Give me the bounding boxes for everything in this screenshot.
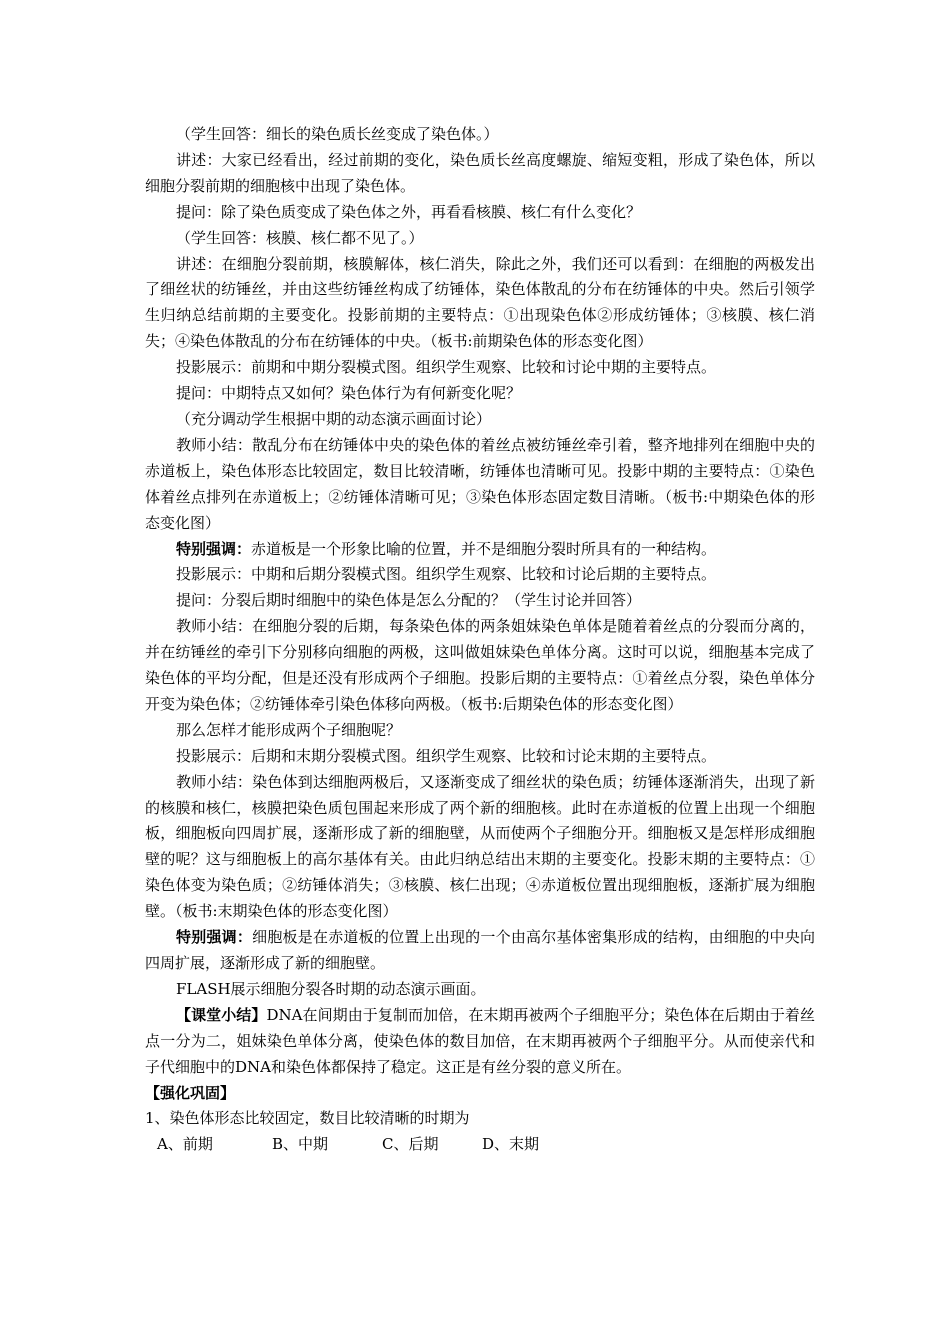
student-answer-paragraph: （学生回答：细长的染色质长丝变成了染色体。） — [176, 125, 499, 143]
discussion-paragraph: （充分调动学生根据中期的动态演示画面讨论） — [176, 409, 492, 428]
teacher-summary-paragraph: 教师小结：染色体到达细胞两极后，又逐渐变成了细丝状的染色质；纺锤体逐渐消失，出现了新的核膜和核仁，核膜把染色质包围起来形成了两个新的细胞核。此时在赤道板的位置上出现一个细胞板，细胞板向四周扩展，逐渐形成了新的细胞壁，从而使两个子细胞分开。细胞板又是怎样形成细胞壁的呢？这与细胞板上的高尔基体有关。由此归纳总结出末期的主要变化。投影末期的主要特点：①染色体变为染色质；②纺锤体消失；③核膜、核仁出现；④赤道板位置出现细胞板，逐渐扩展为细胞壁。（板书:末期染色体的形态变化图） — [145, 772, 815, 921]
question-stem: 1、染色体形态比较固定，数目比较清晰的时期为 — [145, 1109, 470, 1128]
section-heading: 【强化巩固】 — [145, 1083, 236, 1102]
projection-paragraph: 投影展示：前期和中期分裂模式图。组织学生观察、比较和讨论中期的主要特点。 — [176, 358, 717, 377]
projection-paragraph: 投影展示：后期和末期分裂模式图。组织学生观察、比较和讨论末期的主要特点。 — [176, 746, 717, 765]
question-paragraph: 那么怎样才能形成两个子细胞呢？ — [176, 720, 402, 739]
class-summary-text: DNA在间期由于复制而加倍，在末期再被两个子细胞平分；染色体在后期由于着丝点一分为二，姐妹染色单体分离，使染色体的数目加倍，在末期再被两个子细胞平分。从而使亲代和子代细胞中的DNA和染色体都保持了稳定。这正是有丝分裂的意义所在。 — [145, 1005, 815, 1076]
question-paragraph: 提问：中期特点又如何？染色体行为有何新变化呢？ — [176, 384, 522, 403]
teacher-summary-paragraph: 教师小结：在细胞分裂的后期，每条染色体的两条姐妹染色单体是随着着丝点的分裂而分离的，并在纺锤丝的牵引下分别移向细胞的两极，这叫做姐妹染色单体分离。这时可以说，细胞基本完成了染色体的平均分配，但是还没有形成两个子细胞。投影后期的主要特点：①着丝点分裂，染色单体分开变为染色体；②纺锤体牵引染色体移向两极。（板书:后期染色体的形态变化图） — [145, 617, 815, 713]
option-b: B、中期 — [272, 1135, 329, 1154]
option-d: D、末期 — [482, 1135, 540, 1154]
option-c: C、后期 — [382, 1135, 439, 1154]
question-paragraph: 提问：除了染色质变成了染色体之外，再看看核膜、核仁有什么变化？ — [176, 202, 642, 221]
emphasis-label: 特别强调： — [176, 928, 253, 947]
emphasis-label: 特别强调： — [176, 539, 252, 558]
class-summary-label: 【课堂小结】 — [176, 1005, 267, 1024]
projection-paragraph: 投影展示：中期和后期分裂模式图。组织学生观察、比较和讨论后期的主要特点。 — [176, 565, 717, 584]
emphasis-paragraph — [145, 925, 815, 977]
question-paragraph: 提问：分裂后期时细胞中的染色体是怎么分配的？（学生讨论并回答） — [176, 591, 642, 610]
option-a: A、前期 — [157, 1135, 213, 1154]
lecture-paragraph: 讲述：大家已经看出，经过前期的变化，染色质长丝高度螺旋、缩短变粗，形成了染色体，所以细胞分裂前期的细胞核中出现了染色体。 — [145, 150, 815, 195]
teacher-summary-paragraph: 教师小结：散乱分布在纺锤体中央的染色体的着丝点被纺锤丝牵引着，整齐地排列在细胞中央的赤道板上，染色体形态比较固定，数目比较清晰，纺锤体也清晰可见。投影中期的主要特点：①染色体着丝点排列在赤道板上；②纺锤体清晰可见；③染色体形态固定数目清晰。（板书:中期染色体的形态变化图） — [145, 435, 815, 532]
lecture-paragraph: 讲述：在细胞分裂前期，核膜解体，核仁消失，除此之外，我们还可以看到：在细胞的两极发出了细丝状的纺锤丝，并由这些纺锤丝构成了纺锤体，染色体散乱的分布在纺锤体的中央。然后引领学生归纳总结前期的主要变化。投影前期的主要特点：①出现染色体②形成纺锤体；③核膜、核仁消失；④染色体散乱的分布在纺锤体的中央。（板书:前期染色体的形态变化图） — [145, 254, 815, 351]
emphasis-text: 赤道板是一个形象比喻的位置，并不是细胞分裂时所具有的一种结构。 — [251, 539, 717, 558]
class-summary-paragraph — [145, 1003, 815, 1081]
answer-options — [145, 1132, 815, 1158]
document-body — [145, 122, 815, 1158]
emphasis-text: 细胞板是在赤道板的位置上出现的一个由高尔基体密集形成的结构，由细胞的中央向四周扩展，逐渐形成了新的细胞壁。 — [145, 928, 815, 972]
emphasis-paragraph — [145, 537, 815, 563]
student-answer-paragraph: （学生回答：核膜、核仁都不见了。） — [176, 228, 424, 247]
flash-paragraph: FLASH展示细胞分裂各时期的动态演示画面。 — [176, 979, 486, 998]
